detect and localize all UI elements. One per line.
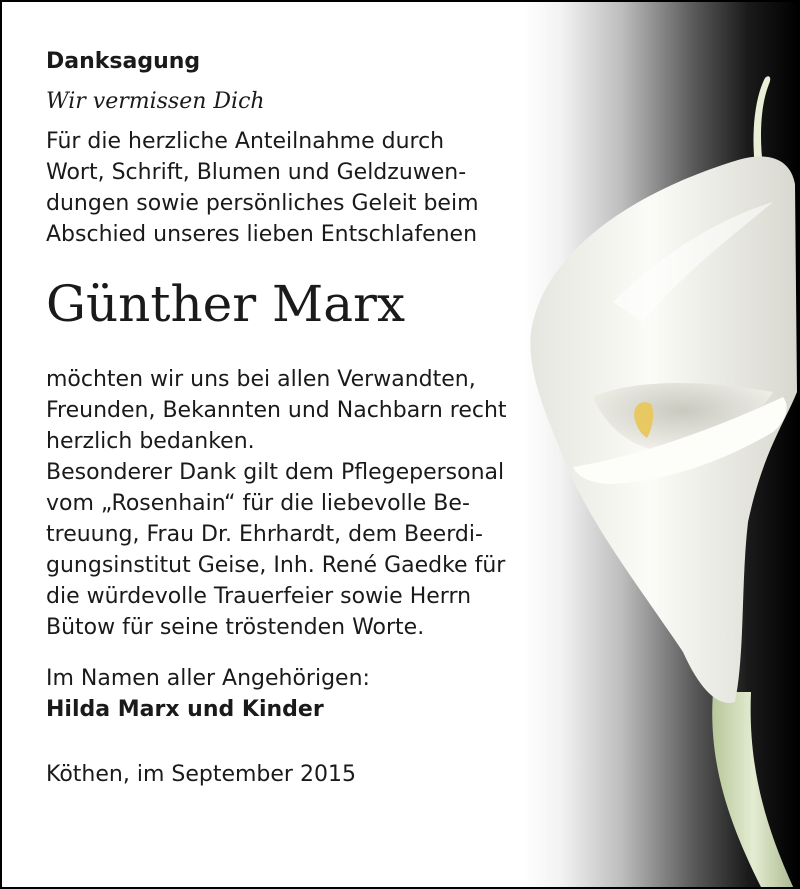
thanks-line: möchten wir uns bei allen Verwandten, (46, 367, 476, 392)
intro-line: dungen sowie persönliches Geleit beim (46, 191, 479, 216)
deceased-name: Günther Marx (46, 275, 406, 333)
thanks-line: gungsinstitut Geise, Inh. René Gaedke für (46, 553, 506, 578)
text-column (46, 46, 566, 790)
intro-line: Wort, Schrift, Blumen und Geldzuwen- (46, 160, 467, 185)
thanks-line: die würdevolle Trauerfeier sowie Herrn (46, 584, 472, 609)
notice-heading: Danksagung (46, 49, 201, 74)
closing-line: Im Namen aller Angehörigen: (46, 666, 370, 691)
intro-paragraph (46, 126, 566, 250)
thanks-line: herzlich bedanken. (46, 429, 255, 454)
thanks-line: Bütow für seine tröstenden Worte. (46, 615, 425, 640)
thanks-line: vom „Rosenhain“ für die liebevolle Be- (46, 491, 470, 516)
thanks-paragraph (46, 364, 566, 643)
intro-line: Für die herzliche Anteilnahme durch (46, 129, 445, 154)
signature: Hilda Marx und Kinder (46, 697, 324, 722)
thanks-line: treuung, Frau Dr. Ehrhardt, dem Beerdi- (46, 522, 483, 547)
thanks-line: Freunden, Bekannten und Nachbarn recht (46, 398, 507, 423)
intro-line: Abschied unseres lieben Entschlafenen (46, 222, 478, 247)
place-date: Köthen, im September 2015 (46, 762, 356, 787)
thanks-line: Besonderer Dank gilt dem Pflegepersonal (46, 460, 505, 485)
notice-motto: Wir vermissen Dich (46, 89, 265, 114)
